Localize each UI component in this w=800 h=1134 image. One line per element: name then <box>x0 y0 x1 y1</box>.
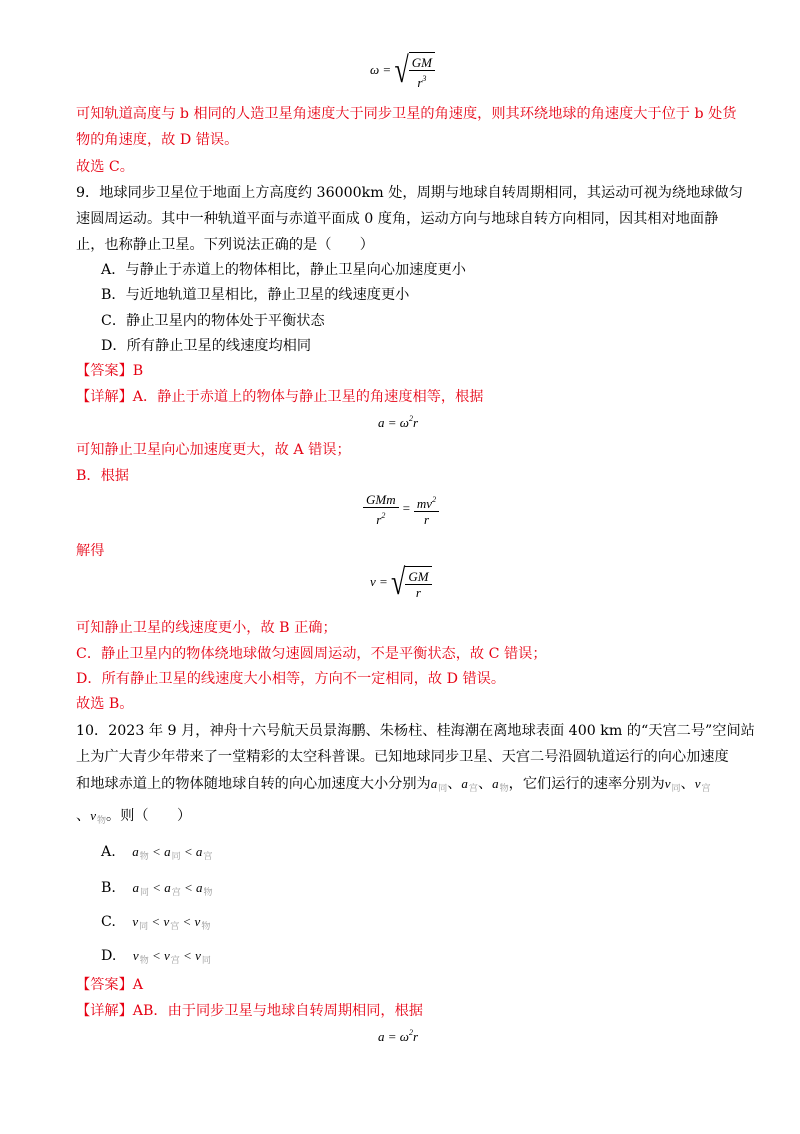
question-10-answer: 【答案】A <box>76 977 143 993</box>
question-9-explanation: 可知静止卫星向心加速度更大，故 A 错误； <box>76 442 351 458</box>
selection-line: 故选 C。 <box>76 159 134 175</box>
formula-velocity: v = √ $\frac{GM}{r}$ <box>370 566 432 600</box>
question-9-explanation: 【详解】A．静止于赤道上的物体与静止卫星的角速度相等，根据 <box>76 389 484 405</box>
question-9-option-a: A．与静止于赤道上的物体相比，静止卫星向心加速度更小 <box>101 262 466 278</box>
question-10-stem: 上为广大青少年带来了一堂精彩的太空科普课。已知地球同步卫星、天宫二号沿圆轨道运行的向心加速度 <box>76 749 729 765</box>
formula-centripetal-acceleration-2: $a = \omega^2r$ <box>378 1028 419 1044</box>
question-9-explanation: 解得 <box>76 543 105 559</box>
question-9-explanation: B．根据 <box>76 468 129 484</box>
question-10-stem: 、$v_物$。则（ ） <box>76 808 192 825</box>
formula-gravitation: $\frac{\text{GMm}}{r^2}$ = $\frac{mv^2}{r}$ <box>363 492 439 527</box>
formula-centripetal-acceleration: $a = \omega^2r$ <box>378 414 419 430</box>
question-10-option-d: D. $v_物 < v_宫 < v_同$ <box>101 948 211 965</box>
question-9-option-b: B．与近地轨道卫星相比，静止卫星的线速度更小 <box>101 287 410 303</box>
question-9-explanation: 可知静止卫星的线速度更小，故 B 正确； <box>76 620 337 636</box>
question-9-option-c: C．静止卫星内的物体处于平衡状态 <box>101 313 325 329</box>
question-10-explanation: 【详解】AB．由于同步卫星与地球自转周期相同，根据 <box>76 1003 423 1019</box>
question-9-explanation: C．静止卫星内的物体绕地球做匀速圆周运动，不是平衡状态，故 C 错误； <box>76 646 547 662</box>
question-9-stem: 止，也称静止卫星。下列说法正确的是（ ） <box>76 237 374 253</box>
question-10-option-b: B. $a_同 < a_宫 < a_物$ <box>101 880 213 897</box>
question-9-option-d: D．所有静止卫星的线速度均相同 <box>101 338 312 354</box>
question-9-stem: 速圆周运动。其中一种轨道平面与赤道平面成 0 度角，运动方向与地球自转方向相同，因其相对地面静 <box>76 211 719 227</box>
question-9-answer: 【答案】B <box>76 363 144 379</box>
question-9-stem: 9．地球同步卫星位于地面上方高度约 36000km 处，周期与地球自转周期相同，其运动可视为绕地球做匀 <box>76 185 743 201</box>
question-10-option-c: C. $v_同 < v_宫 < v_物$ <box>101 914 211 931</box>
formula-omega: ω = √ $\frac{GM}{r^3}$ <box>370 52 435 90</box>
question-9-explanation: D．所有静止卫星的线速度大小相等，方向不一定相同，故 D 错误。 <box>76 671 506 687</box>
question-10-stem: 和地球赤道上的物体随地球自转的向心加速度大小分别为$a_同$、$a_宫$、$a_物$，它们运行的速率分别为$v_同$、$v_宫$ <box>76 776 711 793</box>
question-10-option-a: A. $a_物 < a_同 < a_宫$ <box>101 844 213 861</box>
question-9-selection: 故选 B。 <box>76 696 134 712</box>
question-10-stem: 10．2023 年 9 月，神舟十六号航天员景海鹏、朱杨柱、桂海潮在离地球表面 400 km 的“天宫二号”空间站 <box>76 723 755 739</box>
explanation-line: 可知轨道高度与 b 相同的人造卫星角速度大于同步卫星的角速度，则其环绕地球的角速度大于位于 b 处货 <box>76 106 737 122</box>
explanation-line: 物的角速度，故 D 错误。 <box>76 132 239 148</box>
